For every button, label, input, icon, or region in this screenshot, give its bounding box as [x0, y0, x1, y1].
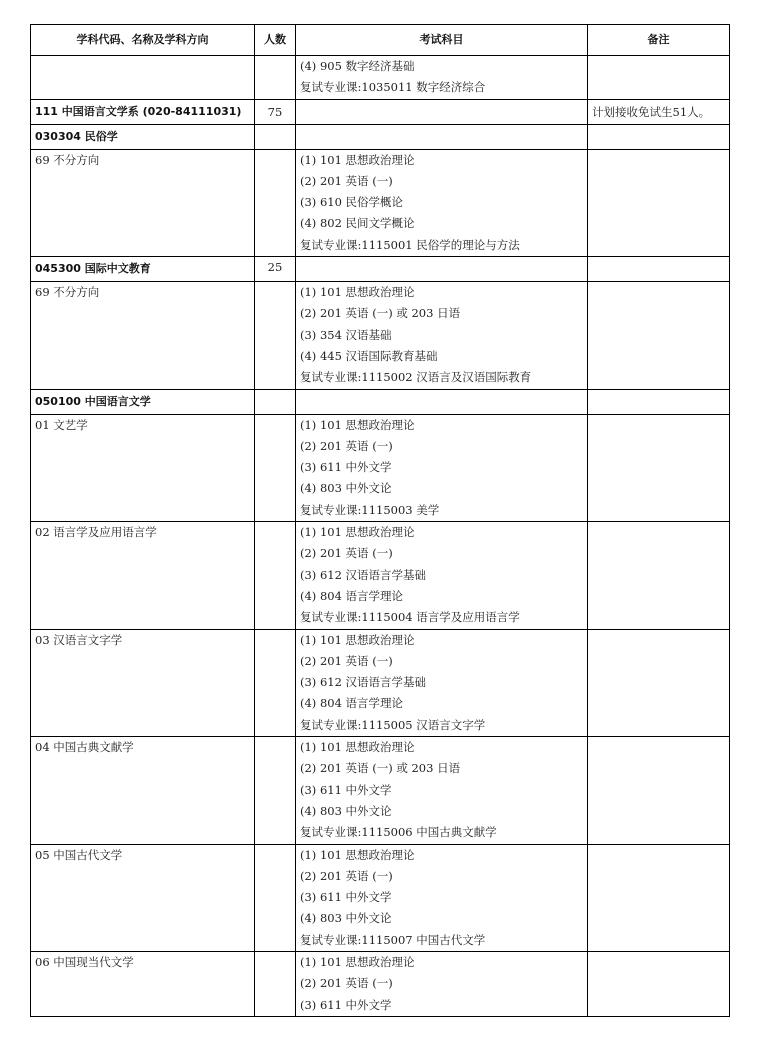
- header-notes: 备注: [588, 25, 730, 56]
- subject-list: [296, 149, 588, 256]
- subject-list: [296, 282, 588, 389]
- subject-list: [296, 522, 588, 629]
- section-title: 050100 中国语言文学: [31, 389, 255, 414]
- admissions-table: [30, 24, 730, 1017]
- section-row: [31, 257, 730, 282]
- direction-name: 06 中国现当代文学: [31, 951, 255, 1016]
- subject-line: (2) 201 英语 (一): [300, 438, 393, 453]
- admissions-table-page: [30, 24, 729, 1017]
- direction-row: [31, 629, 730, 736]
- subject-line: 复试专业课:1115004 语言学及应用语言学: [300, 610, 520, 625]
- subject-line: 复试专业课:1115001 民俗学的理论与方法: [300, 237, 520, 252]
- direction-row: [31, 522, 730, 629]
- direction-name: 04 中国古典文献学: [31, 737, 255, 844]
- section-count: 25: [255, 257, 296, 282]
- subject-line: (1) 101 思想政治理论: [300, 285, 415, 300]
- direction-name: 69 不分方向: [31, 282, 255, 389]
- subject-line: (4) 804 语言学理论: [300, 696, 404, 711]
- subject-line: (2) 201 英语 (一) 或 203 日语: [300, 306, 461, 321]
- subject-line: (3) 612 汉语语言学基础: [300, 675, 427, 690]
- department-count: 75: [255, 99, 296, 124]
- subject-line: (2) 201 英语 (一): [300, 546, 393, 561]
- subject-line: (2) 201 英语 (一): [300, 173, 393, 188]
- section-row: [31, 389, 730, 414]
- subject-line: (3) 354 汉语基础: [300, 327, 392, 342]
- subject-line: 复试专业课:1035011 数字经济综合: [300, 80, 486, 95]
- direction-name: 05 中国古代文学: [31, 844, 255, 951]
- subject-line: (4) 803 中外文论: [300, 803, 392, 818]
- subject-line: (1) 101 思想政治理论: [300, 152, 415, 167]
- subject-list: [296, 737, 588, 844]
- subject-line: (4) 905 数字经济基础: [300, 59, 415, 73]
- header-subjects: 考试科目: [296, 25, 588, 56]
- subject-line: 复试专业课:1115007 中国古代文学: [300, 932, 486, 947]
- continuation-row: [31, 56, 730, 100]
- subject-line: (4) 803 中外文论: [300, 911, 392, 926]
- department-name: 111 中国语言文学系 (020-84111031): [31, 99, 255, 124]
- direction-name: 69 不分方向: [31, 149, 255, 256]
- subject-list: [296, 951, 588, 1016]
- subject-line: (3) 610 民俗学概论: [300, 195, 404, 210]
- subject-line: (3) 611 中外文学: [300, 782, 392, 797]
- header-discipline: 学科代码、名称及学科方向: [31, 25, 255, 56]
- header-row: [31, 25, 730, 56]
- direction-row: [31, 844, 730, 951]
- direction-row: [31, 282, 730, 389]
- subject-line: (3) 612 汉语语言学基础: [300, 567, 427, 582]
- header-count: 人数: [255, 25, 296, 56]
- subject-line: (3) 611 中外文学: [300, 997, 392, 1012]
- direction-row: [31, 951, 730, 1016]
- subject-line: (1) 101 思想政治理论: [300, 847, 415, 862]
- subject-list: [296, 414, 588, 521]
- subject-line: (4) 802 民间文学概论: [300, 216, 415, 231]
- subject-line: (2) 201 英语 (一): [300, 653, 393, 668]
- subject-line: 复试专业课:1115006 中国古典文献学: [300, 825, 497, 840]
- subject-line: 复试专业课:1115002 汉语言及汉语国际教育: [300, 370, 532, 385]
- section-row: [31, 124, 730, 149]
- direction-name: 01 文艺学: [31, 414, 255, 521]
- subject-line: 复试专业课:1115003 美学: [300, 502, 440, 517]
- direction-row: [31, 414, 730, 521]
- subject-line: (1) 101 思想政治理论: [300, 632, 415, 647]
- subject-line: (1) 101 思想政治理论: [300, 954, 415, 969]
- direction-row: [31, 149, 730, 256]
- subject-line: (4) 445 汉语国际教育基础: [300, 348, 438, 363]
- subject-line: (3) 611 中外文学: [300, 460, 392, 475]
- subject-line: 复试专业课:1115005 汉语言文字学: [300, 717, 486, 732]
- section-title: 030304 民俗学: [31, 124, 255, 149]
- subject-line: (2) 201 英语 (一) 或 203 日语: [300, 761, 461, 776]
- subject-line: (1) 101 思想政治理论: [300, 740, 415, 755]
- direction-row: [31, 737, 730, 844]
- subject-line: (2) 201 英语 (一): [300, 868, 393, 883]
- subject-line: (3) 611 中外文学: [300, 890, 392, 905]
- direction-name: 03 汉语言文字学: [31, 629, 255, 736]
- subject-line: (4) 804 语言学理论: [300, 588, 404, 603]
- subject-list: [296, 629, 588, 736]
- subject-line: (4) 803 中外文论: [300, 481, 392, 496]
- direction-name: 02 语言学及应用语言学: [31, 522, 255, 629]
- department-row: [31, 99, 730, 124]
- continuation-subjects: [296, 56, 588, 100]
- subject-line: (1) 101 思想政治理论: [300, 417, 415, 432]
- section-title: 045300 国际中文教育: [31, 257, 255, 282]
- subject-line: (2) 201 英语 (一): [300, 976, 393, 991]
- subject-line: (1) 101 思想政治理论: [300, 525, 415, 540]
- department-note: 计划接收免试生51人。: [588, 99, 730, 124]
- subject-list: [296, 844, 588, 951]
